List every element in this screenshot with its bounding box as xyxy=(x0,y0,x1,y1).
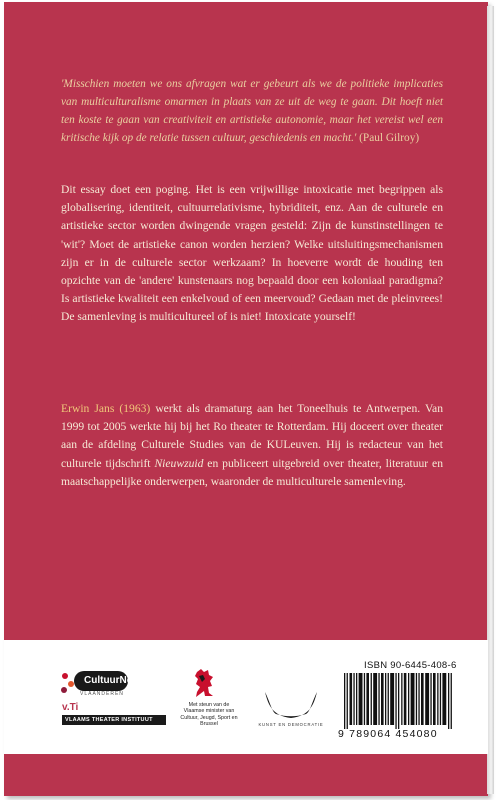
isbn-label: ISBN 90-6445-408-6 xyxy=(364,660,457,671)
cultuurnet-logo xyxy=(60,667,136,701)
bio-text-2: en publiceert uitgebreid over theater, literatuur en maatschappelijke onderwerpen, waaronder de multiculturele samenleving. xyxy=(61,456,443,488)
quote-text: 'Misschien moeten we ons afvragen wat er gebeurt als we de politieke implicaties van multiculturalisme omarmen in plaats van ze uit de weg te gaan. Dit hoeft niet ten koste te gaan van creativiteit en artistieke autonomie, maar het vereist wel een kritische kijk op de relatie tussen cultuur, geschiedenis en macht.' xyxy=(61,78,443,144)
author-bio xyxy=(61,400,443,491)
cultuurnet-dot-icon xyxy=(62,673,68,679)
isbn-digits: 9 789064 454080 xyxy=(338,728,438,740)
kunst-en-democratie-logo-icon xyxy=(262,690,320,720)
epigraph-quote xyxy=(61,75,443,147)
page-edge xyxy=(487,6,494,794)
journal-title: Nieuwzuid xyxy=(154,456,204,470)
bio-text-1: werkt als dramaturg aan het Toneelhuis te Antwerpen. Van 1999 tot 2005 werkte hij bij het Ro theater te Rotterdam. Hij doceert over theater aan de afdeling Culturele Studies van de KULeuven. Hij is redacteur van het culturele tijdschrift xyxy=(61,402,443,470)
barcode xyxy=(344,673,454,729)
minister-support-text: Met steun van de Vlaamse minister van Cultuur, Jeugd, Sport en Brussel xyxy=(180,702,238,728)
author-name: Erwin Jans (1963) xyxy=(61,402,151,415)
kunst-en-democratie-text: KUNST EN DEMOCRATIE xyxy=(258,722,324,727)
quote-attribution: (Paul Gilroy) xyxy=(359,132,420,144)
vti-name: VLAAMS THEATER INSTITUUT xyxy=(62,715,166,725)
cultuurnet-subtitle: VLAANDEREN xyxy=(80,691,124,697)
essay-blurb: Dit essay doet een poging. Het is een vrijwillige intoxicatie met begrippen als globalisering, identiteit, cultuurrelativisme, hybriditeit, enz. Aan de culturele en artistieke sector worden dwingende vragen gesteld: Zijn de kunstinstellingen te 'wit'? Moet de artistieke canon worden herzien? Welke uitsluitingsmechanismen zijn er in de culturele sector werkzaam? In hoeverre wordt de houding ten opzichte van de 'andere' kunstenaars nog bepaald door een koloniaal paradigma? Is artistieke kwaliteit een enkelvoud of een meervoud? Gedaan met de pleinvrees! De samenleving is multicultureel of is niet! Intoxicate yourself! xyxy=(61,183,443,324)
vti-logo-mark: v.Ti xyxy=(62,702,79,713)
cultuurnet-wordmark: CultuurNet xyxy=(74,671,128,691)
cultuurnet-dot-icon xyxy=(61,687,67,693)
flemish-lion-icon xyxy=(191,668,217,700)
